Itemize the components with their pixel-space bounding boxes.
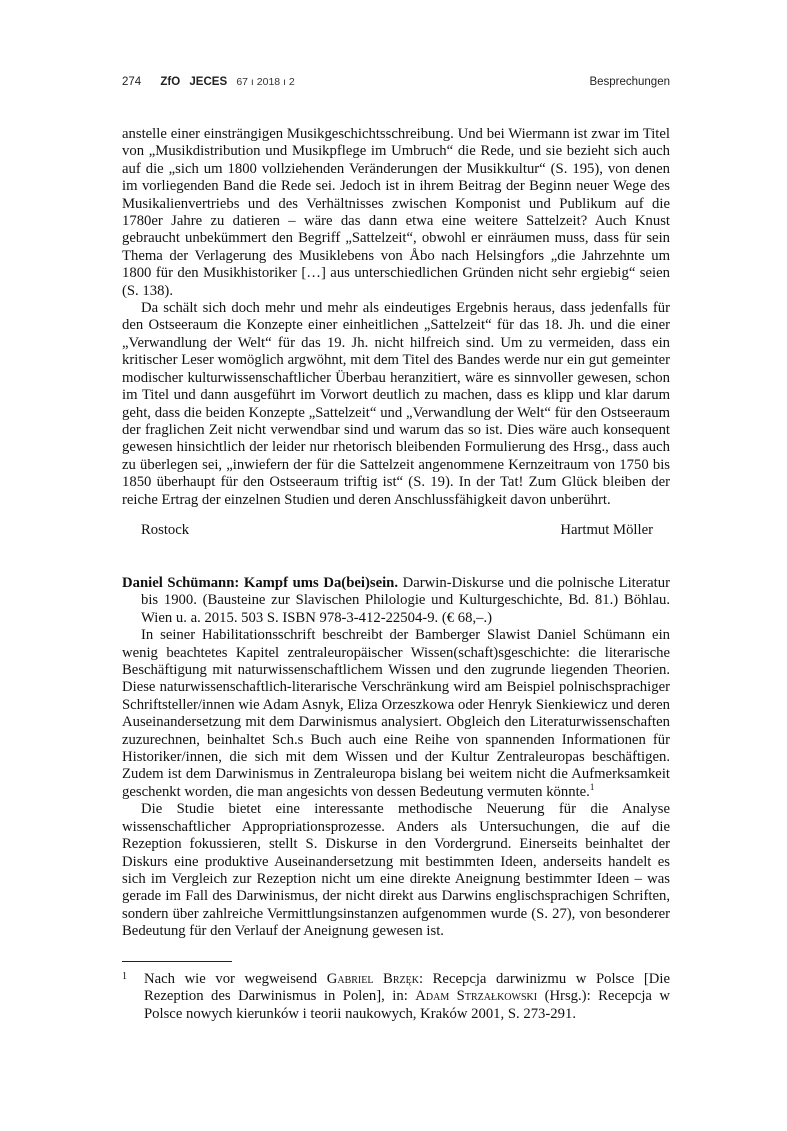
journal-name: ZfO (160, 76, 181, 88)
book-title: Kampf ums Da(bei)sein. (243, 575, 399, 591)
running-head-left (122, 76, 295, 88)
footnote-citation-2: (Hrsg.): Recepcja w Polsce nowych kierunków i teorii naukowych, Kraków 2001, S. 273-291. (144, 988, 671, 1022)
journal-subtitle: JECES (189, 76, 228, 88)
review2-paragraph-1-text: In seiner Habilitationsschrift beschreibt der Bamberger Slawist Daniel Schümann ein wenig beachtetes Kapitel zentraleuropäischer Wissen(schaft)sgeschichte: die literarische Beschäftigung mit naturwissenschaftlichem Wissen und den zugrunde liegenden Theorien. Diese naturwissenschaftlich-literarische Verschränkung wird am Beispiel polnischsprachiger Schriftsteller/innen wie Adam Asnyk, Eliza Orzeszkowa oder Henryk Sienkiewicz und deren Auseinandersetzung mit dem Darwinismus analysiert. Obgleich den Literaturwissenschaften zuzurechnen, beinhaltet Sch.s Buch auch eine Reihe von spannenden Informationen für Historiker/innen, die sich mit dem Wissen und der Kultur Zentraleuropas beschäftigen. Zudem ist dem Darwinismus in Zentraleuropa bislang bei weitem nicht die Aufmerksamkeit geschenkt worden, die man angesichts von dessen Bedeutung vermuten könnte. (122, 627, 670, 800)
footnote-author-2: Adam Strzałkowski (415, 988, 538, 1005)
footnote-number: 1 (122, 971, 127, 982)
footnote-citation-1: : Recepcja darwinizmu w Polsce [Die Rezeption des Darwinismus in Polen], in: (144, 971, 670, 1005)
footnote-author-1: Gabriel Brzęk (326, 971, 419, 987)
book-author: Daniel Schümann: (122, 575, 240, 591)
footnote-lead: Nach wie vor wegweisend (144, 971, 318, 987)
review1-paragraph-1: anstelle einer einsträngigen Musikgeschichtsschreibung. Und bei Wiermann ist zwar im Titel von „Musikdistribution und Musikpflege im Umbruch“ die Rede, und sie bezieht sich auch auf die „sich um 1800 vollziehenden Veränderungen der Musikkultur“ (S. 195), von denen im vorliegenden Band die Rede sei. Jedoch ist in ihrem Beitrag der Beginn neuer Wege des Musikalienvertriebs und des Verhältnisses zwischen Komponist und Publikum auf die 1780er Jahre zu datieren – wäre das dann etwa eine weitere Sattelzeit? Auch Knust gebraucht unbekümmert den Begriff „Sattelzeit“, obwohl er einräumen muss, dass für sein Thema der Verlagerung des Musiklebens von Åbo nach Helsingfors „die Jahrzehnte um 1800 für den Musikhistoriker […] aus unterschiedlichen Gründen nicht sehr ergiebig“ seien (S. 138). (122, 126, 670, 299)
book-details: Darwin-Diskurse und die polnische Literatur bis 1900. (Bausteine zur Slavischen Philologie und Kulturgeschichte, Bd. 81.) Böhlau. Wien u. a. 2015. 503 S. ISBN 978-3-412-22504-9. (€ 68,–.) (141, 575, 670, 626)
review2-paragraph-1 (122, 627, 670, 801)
review2 (122, 575, 670, 941)
page-number: 274 (122, 76, 142, 88)
footnote-text (144, 971, 670, 1023)
reviewer-name: Hartmut Möller (560, 522, 653, 538)
footnote-reference: 1 (589, 781, 595, 792)
review2-paragraph-2: Die Studie bietet eine interessante methodische Neuerung für die Analyse wissenschaftlicher Appropriationsprozesse. Anders als Untersuchungen, die auf die Rezeption fokussieren, stellt S. Diskurse in den Vordergrund. Einerseits beinhaltet der Diskurs eine produktive Auseinandersetzung mit bestimmten Ideen, anderseits handelt es sich im Vergleich zur Rezeption nicht um eine direkte Aneignung bestimmter Ideen – was gerade im Fall des Darwinismus, der nicht direkt aus Darwins englischsprachigen Schriften, sondern über zahlreiche Vermittlungsinstanzen aufgenommen wurde (S. 27), von besonderer Bedeutung für den Verlauf der Aneignung gewesen ist. (122, 801, 670, 940)
footnote-rule (122, 961, 232, 962)
journal-volume: 67 ı 2018 ı 2 (236, 76, 295, 88)
review-continuation (122, 126, 670, 509)
review2-bibliography (122, 575, 670, 627)
reviewer-place: Rostock (141, 522, 190, 538)
review1-paragraph-2: Da schält sich doch mehr und mehr als eindeutiges Ergebnis heraus, dass jedenfalls für den Ostseeraum die Konzepte einer einheitlichen „Sattelzeit“ für das 18. Jh. und die einer „Verwandlung der Welt“ für das 19. Jh. nicht hilfreich sind. Um zu vermeiden, dass ein kritischer Leser womöglich argwöhnt, mit dem Titel des Bandes werde nur ein gut gemeinter modischer kulturwissenschaftlicher Überbau heranzitiert, wäre es sinnvoller gewesen, schon im Titel und dann ausgeführt im Vorwort deutlich zu machen, dass es klipp und klar darum geht, dass die beiden Konzepte „Sattelzeit“ und „Verwandlung der Welt“ für den Ostseeraum der fraglichen Zeit nicht verwendbar sind und warum das so ist. Dies wäre auch konsequent gewesen hinsichtlich der leider nur rhetorisch bleibenden Formulierung des Hrsg., dass auch zu überlegen sei, „inwiefern der für die Sattelzeit angenommene Kernzeitraum von 1750 bis 1850 überhaupt für den Ostseeraum triftig ist“ (S. 19). In der Tat! Zum Glück bleiben der reiche Ertrag der einzelnen Studien und deren Anschlussfähigkeit davon unberührt. (122, 300, 670, 508)
section-title: Besprechungen (589, 76, 670, 88)
footnote (122, 971, 670, 1023)
